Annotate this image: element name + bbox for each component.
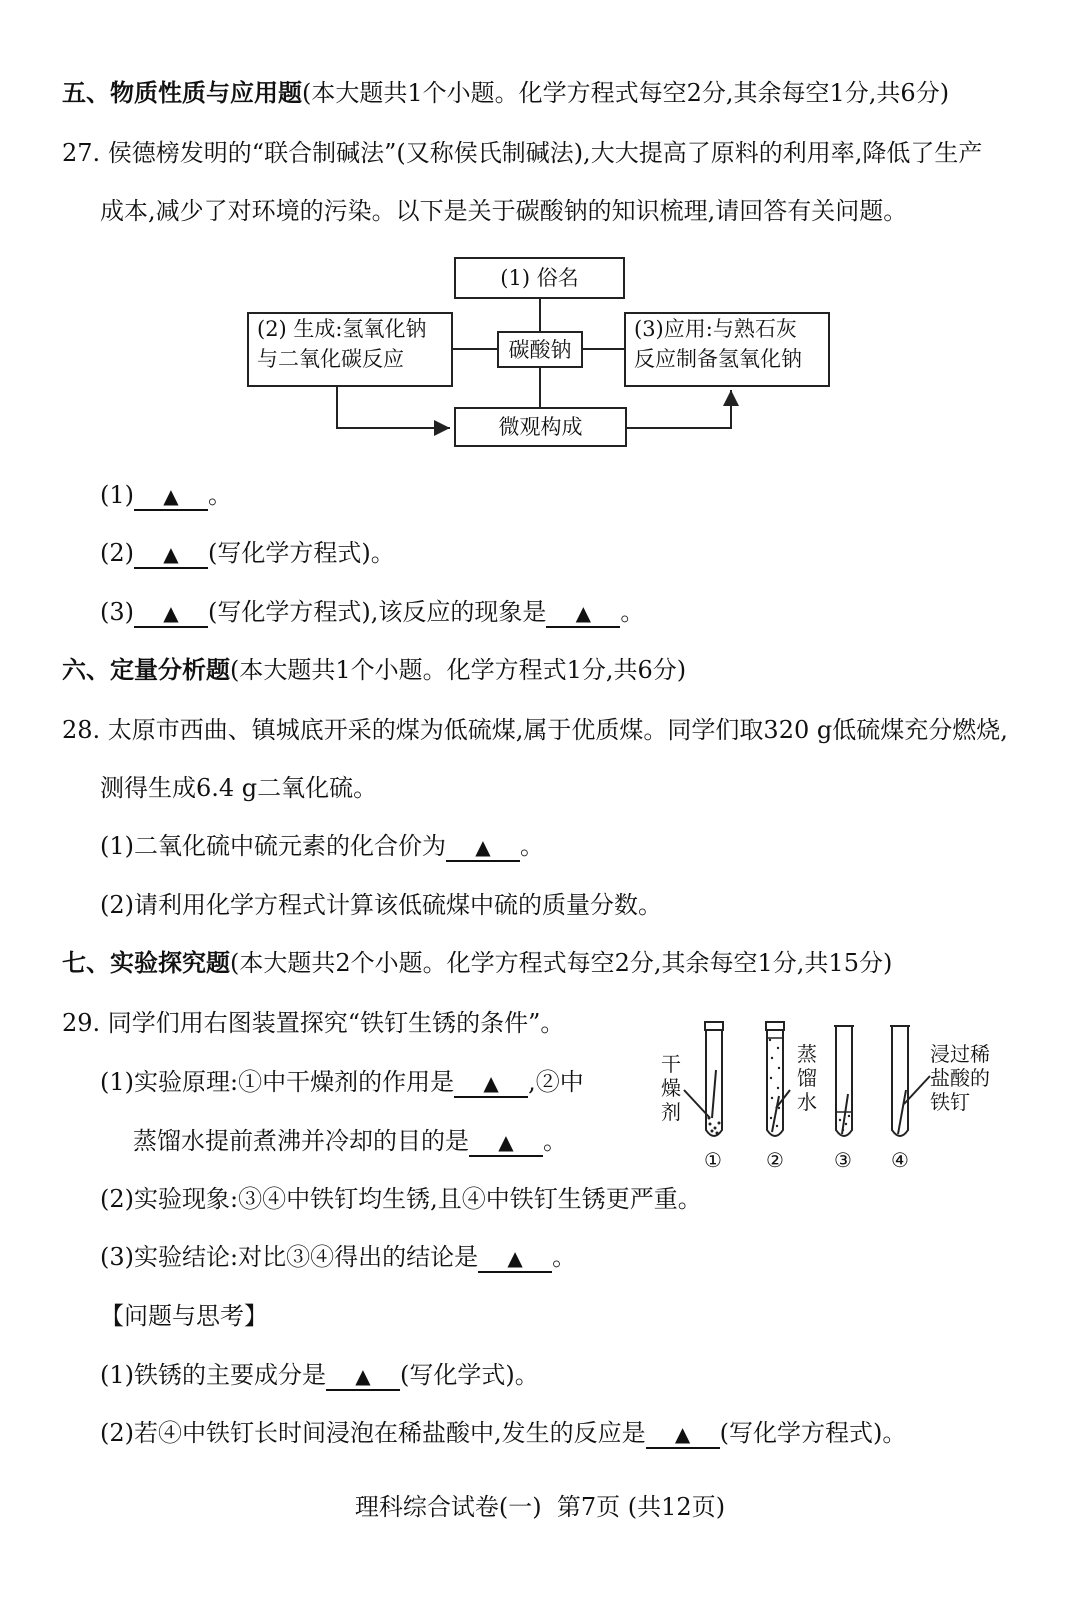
blank-triangle: ▲: [674, 1422, 691, 1446]
think-t1-prefix: (1)铁锈的主要成分是: [100, 1361, 326, 1389]
label-desiccant: [661, 1052, 683, 1124]
section-5-note: (本大题共1个小题。化学方程式每空2分,其余每空1分,共6分): [302, 79, 950, 107]
blank-triangle: ▲: [507, 1246, 523, 1270]
tube-4-nail: [898, 1090, 906, 1134]
section-6-note: (本大题共1个小题。化学方程式1分,共6分): [230, 656, 687, 684]
q29-p1-prefix: (1)实验原理:①中干燥剂的作用是: [100, 1068, 455, 1096]
q27-stem-line2: 成本,减少了对环境的污染。以下是关于碳酸钠的知识梳理,请回答有关问题。: [100, 197, 908, 225]
diagram-application-line1: (3)应用:与熟石灰: [634, 317, 797, 341]
blank-triangle: ▲: [575, 601, 592, 625]
label-acid-line: 盐酸的: [930, 1066, 990, 1090]
q29-p3-prefix: (3)实验结论:对比③④得出的结论是: [100, 1243, 479, 1271]
think-t1-suffix: (写化学式)。: [400, 1361, 539, 1389]
q27-a1-prefix: (1): [100, 481, 134, 509]
blank-triangle: ▲: [163, 484, 179, 508]
label-acid-line: 铁钉: [930, 1090, 970, 1114]
diagram-box-sodium-carbonate: 碳酸钠: [497, 331, 583, 368]
label-water-char: 馏: [797, 1066, 817, 1090]
blank-triangle: ▲: [483, 1071, 499, 1095]
q27-a2-prefix: (2): [100, 539, 134, 567]
q27-a2-suffix: (写化学方程式)。: [208, 539, 395, 567]
q29-part2: (2)实验现象:③④中铁钉均生锈,且④中铁钉生锈更严重。: [100, 1185, 702, 1213]
blank-triangle: ▲: [163, 601, 179, 625]
q29-p1-line2-suffix: 。: [543, 1127, 567, 1155]
q29-p3-suffix: 。: [552, 1243, 577, 1271]
diagram-production-line2: 与二氧化碳反应: [257, 347, 404, 371]
blank-triangle: ▲: [355, 1364, 371, 1388]
tube-2-stopper: [766, 1022, 784, 1030]
tube-3-nail: [842, 1094, 848, 1134]
q28-part2: (2)请利用化学方程式计算该低硫煤中硫的质量分数。: [100, 891, 662, 919]
label-water: [797, 1042, 819, 1114]
q27-a3-suffix: 。: [620, 598, 645, 626]
blank-triangle: ▲: [498, 1130, 514, 1154]
think-t2-prefix: (2)若④中铁钉长时间浸泡在稀盐酸中,发生的反应是: [100, 1419, 646, 1447]
tube-1-nail: [712, 1070, 716, 1118]
q27-a1-suffix: 。: [208, 481, 232, 509]
q29-p1-line2-prefix: 蒸馏水提前煮沸并冷却的目的是: [133, 1127, 469, 1155]
blank-triangle: ▲: [163, 542, 179, 566]
label-water-char: 水: [797, 1090, 817, 1114]
section-5-title: 五、物质性质与应用题: [62, 78, 302, 107]
q29-p1-mid: ,②中: [528, 1068, 584, 1096]
page-footer: 理科综合试卷(一) 第7页 (共12页): [354, 1493, 726, 1521]
label-water-char: 蒸: [797, 1042, 817, 1066]
section-6-title: 六、定量分析题: [62, 655, 230, 684]
diagram-production-line1: (2) 生成:氢氧化钠: [257, 317, 427, 341]
section-7-note: (本大题共2个小题。化学方程式每空2分,其余每空1分,共15分): [230, 949, 893, 977]
label-desiccant-char: 干: [661, 1052, 681, 1076]
tube-number-3: ③: [834, 1148, 852, 1172]
tube-number-2: ②: [766, 1148, 784, 1172]
section-7-title: 七、实验探究题: [62, 948, 230, 977]
label-desiccant-char: 剂: [661, 1100, 681, 1124]
q28-p1-prefix: (1)二氧化硫中硫元素的化合价为: [100, 832, 446, 860]
q28-stem-line1: 28. 太原市西曲、镇城底开采的煤为低硫煤,属于优质煤。同学们取320 g低硫煤充分燃烧,: [62, 716, 1008, 744]
q28-p1-suffix: 。: [520, 832, 544, 860]
q29-stem: 29. 同学们用右图装置探究“铁钉生锈的条件”。: [62, 1009, 565, 1037]
think-title: 【问题与思考】: [100, 1302, 268, 1330]
label-acid-nail: [930, 1042, 990, 1114]
q27-stem-line1: 27. 侯德榜发明的“联合制碱法”(又称侯氏制碱法),大大提高了原料的利用率,降低了生产: [62, 139, 983, 167]
tube-1-stopper: [705, 1022, 723, 1030]
tube-number-1: ①: [704, 1148, 722, 1172]
diagram-box-micro-structure: 微观构成: [454, 407, 627, 447]
q27-a3-mid: (写化学方程式),该反应的现象是: [208, 598, 547, 626]
q27-a3-prefix: (3): [100, 598, 134, 626]
diagram-box-common-name: (1) 俗名: [454, 257, 625, 299]
blank-triangle: ▲: [475, 835, 491, 859]
label-acid-line: 浸过稀: [930, 1042, 990, 1066]
q28-stem-line2: 测得生成6.4 g二氧化硫。: [100, 774, 378, 802]
think-t2-suffix: (写化学方程式)。: [719, 1419, 907, 1447]
label-desiccant-char: 燥: [661, 1076, 681, 1100]
tube-number-4: ④: [891, 1148, 909, 1172]
diagram-application-line2: 反应制备氢氧化钠: [634, 347, 802, 371]
